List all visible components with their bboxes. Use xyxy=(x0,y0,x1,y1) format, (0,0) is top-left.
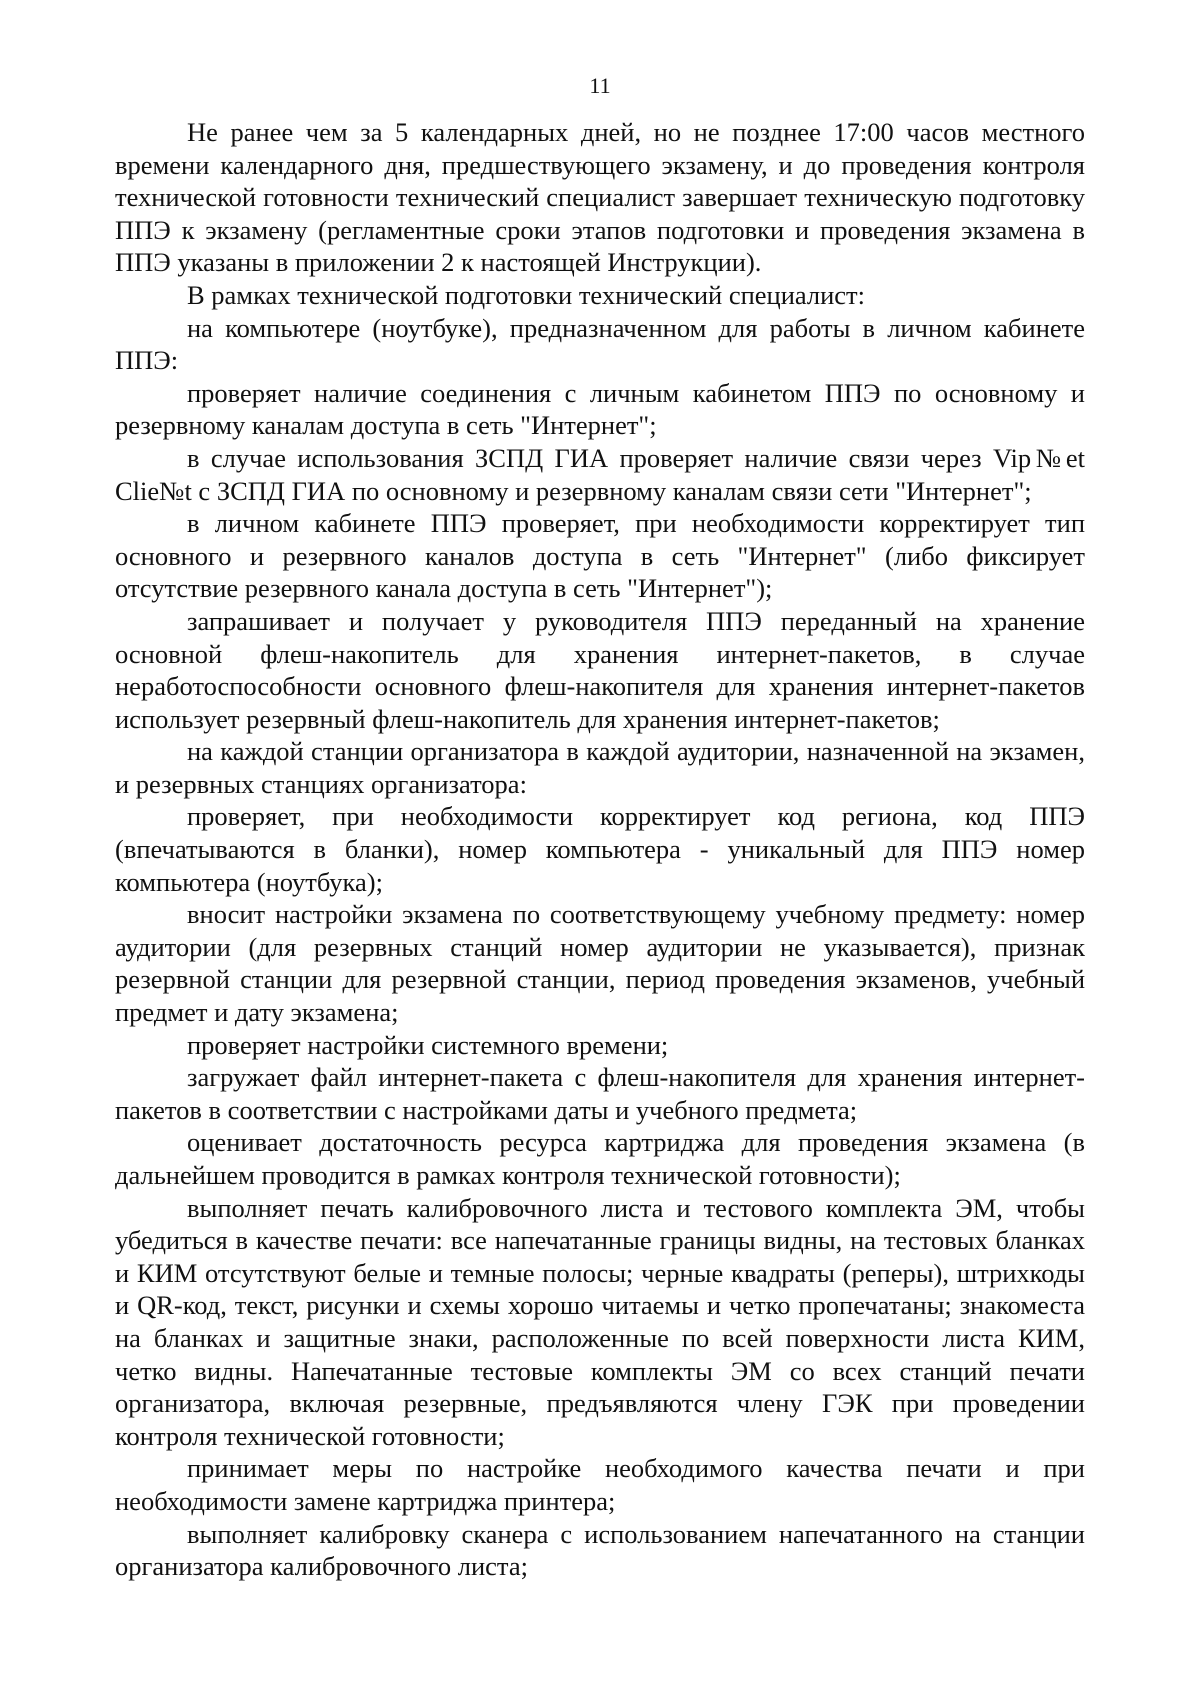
page-number: 11 xyxy=(589,73,611,98)
paragraph: В рамках технической подготовки технический специалист: xyxy=(187,279,865,310)
paragraph: проверяет наличие соединения с личным кабинетом ППЭ по основному и резервному каналам доступа в сеть "Интернет"; xyxy=(115,377,1085,441)
paragraph: на каждой станции организатора в каждой аудитории, назначенной на экзамен, и резервных станциях организатора: xyxy=(115,736,1085,799)
paragraph: проверяет, при необходимости корректирует код региона, код ППЭ (впечатываются в бланки), номер компьютера - уникальный для ППЭ номер компьютера (ноутбука); xyxy=(115,801,1085,897)
paragraph: выполняет калибровку сканера с использованием напечатанного на станции организатора калибровочного листа; xyxy=(115,1518,1085,1582)
paragraph: проверяет настройки системного времени; xyxy=(187,1029,669,1060)
paragraph: в личном кабинете ППЭ проверяет, при необходимости корректирует тип основного и резервного каналов доступа в сеть "Интернет" (либо фиксирует отсутствие резервного канала доступа в сеть "Интернет"); xyxy=(115,508,1085,604)
paragraph: выполняет печать калибровочного листа и тестового комплекта ЭМ, чтобы убедиться в качестве печати: все напечатанные границы видны, на тестовых бланках и КИМ отсутствуют белые и темные полосы; черные квадраты (реперы), штрихкоды и QR-код, текст, рисунки и схемы хорошо читаемы и четко пропечатаны; знакоместа на бланках и защитные знаки, расположенные по всей поверхности листа КИМ, четко видны. Напечатанные тестовые комплекты ЭМ со всех станций печати организатора, включая резервные, предъявляются члену ГЭК при проведении контроля технической готовности; xyxy=(115,1192,1085,1451)
paragraph: Не ранее чем за 5 календарных дней, но не позднее 17:00 часов местного времени календарного дня, предшествующего экзамену, и до проведения контроля технической готовности технический специалист завершает техническую подготовку ППЭ к экзамену (регламентные сроки этапов подготовки и проведения экзамена в ППЭ указаны в приложении 2 к настоящей Инструкции). xyxy=(115,117,1085,278)
paragraph: в случае использования ЗСПД ГИА проверяет наличие связи через Vip№et Clie№t с ЗСПД ГИА по основному и резервному каналам связи сети "Интернет"; xyxy=(115,442,1085,506)
paragraph: загружает файл интернет-пакета с флеш-накопителя для хранения интернет-пакетов в соответствии с настройками даты и учебного предмета; xyxy=(115,1062,1085,1125)
document-body xyxy=(115,116,1085,1583)
paragraph: принимает меры по настройке необходимого качества печати и при необходимости замене картриджа принтера; xyxy=(115,1453,1085,1516)
paragraph: оценивает достаточность ресурса картриджа для проведения экзамена (в дальнейшем проводится в рамках контроля технической готовности); xyxy=(115,1127,1085,1190)
paragraph: вносит настройки экзамена по соответствующему учебному предмету: номер аудитории (для резервных станций номер аудитории не указывается), признак резервной станции для резервной станции, период проведения экзаменов, учебный предмет и дату экзамена; xyxy=(115,899,1085,1028)
paragraph: на компьютере (ноутбуке), предназначенном для работы в личном кабинете ППЭ: xyxy=(115,312,1085,376)
paragraph: запрашивает и получает у руководителя ППЭ переданный на хранение основной флеш-накопитель для хранения интернет-пакетов, в случае неработоспособности основного флеш-накопителя для хранения интернет-пакетов использует резервный флеш-накопитель для хранения интернет-пакетов; xyxy=(115,605,1085,734)
